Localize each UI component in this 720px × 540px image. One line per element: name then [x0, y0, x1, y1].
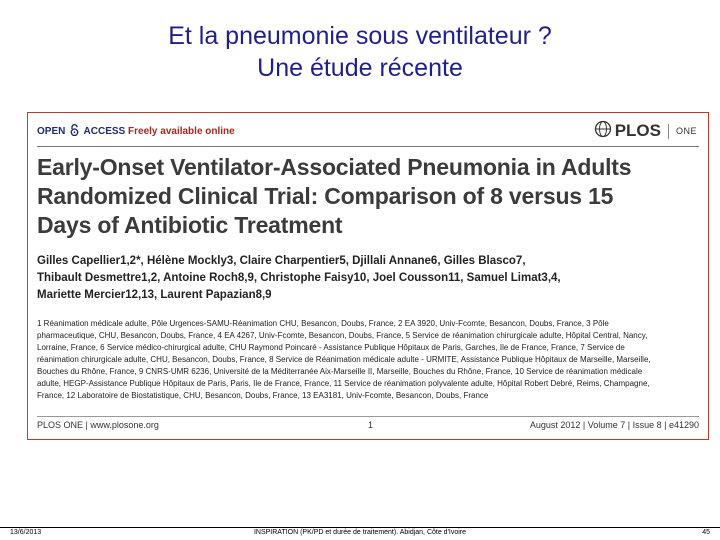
article-footer: [37, 420, 699, 434]
affiliations: [37, 318, 699, 402]
issue-info: August 2012 | Volume 7 | Issue 8 | e41290: [529, 420, 699, 430]
article-screenshot: [27, 112, 709, 440]
article-footer-rule: [37, 416, 699, 417]
article-title-line-3: Days of Antibiotic Treatment: [37, 212, 343, 238]
author-line-2: Thibault Desmettre1,2, Antoine Roch8,9, Christophe Faisy10, Joel Cousson11, Samuel Limat3,4,: [37, 272, 561, 284]
slide-title-line-1: Et la pneumonie sous ventilateur ?: [168, 22, 552, 50]
article-title: [37, 153, 702, 240]
open-access-lock-icon: [70, 124, 79, 139]
affiliation-line-7: France, 12 Laboratoire de Biostatistique, CHU, Besancon, Doubs, France, 13 EA3181, Univ-Fcomte, Besancon, Doubs, France: [37, 391, 489, 400]
affiliation-line-2: pharmaceutique, CHU, Besancon, Doubs, France, 4 EA 4267, Univ-Fcomte, Besancon, Doubs, France, 5 Service de réanimation chirurgicale adulte, Hôpital Central, Nancy,: [37, 331, 648, 340]
slide-footer-text: INSPIRATION (PK/PD et durée de traitement). Abidjan, Côte d'Ivoire: [253, 529, 467, 536]
affiliation-line-3: Lorraine, France, 6 Service médico-chirurgical adulte, CHU Raymond Poincaré - Assistance Publique Hôpitaux de Paris, Garches, Ile de France, France, 7 Service de: [37, 343, 625, 352]
affiliation-line-4: réanimation chirurgicale adulte, CHU, Besancon, Doubs, France, 8 Service de Réanimation médicale adulte - URMITE, Assistance Publique Hôpitaux de Marseille, Marseille,: [37, 355, 651, 364]
slide-title: [0, 20, 720, 84]
badge-open: OPEN: [37, 126, 66, 137]
plos-globe-icon: [594, 120, 612, 143]
article-title-line-1: Early-Onset Ventilator-Associated Pneumonia in Adults: [37, 154, 632, 180]
author-line-1: Gilles Capellier1,2*, Hélène Mockly3, Claire Charpentier5, Djillali Annane6, Gilles Blasco7,: [37, 255, 526, 267]
affiliation-line-1: 1 Réanimation médicale adulte, Pôle Urgences-SAMU-Réanimation CHU, Besancon, Doubs, France, 2 EA 3920, Univ-Fcomte, Besancon, Doubs, France, 3 Pôle: [37, 319, 609, 328]
slide-footer: [0, 529, 720, 540]
article-page-number: 1: [368, 420, 374, 430]
logo-separator: [668, 124, 669, 139]
affiliation-line-5: Bouches du Rhône, France, 9 CNRS-UMR 6236, Université de la Méditerranée Aix-Marseille II, Marseille, Bouches du Rhône, France, 10 Service de réanimation médicale: [37, 367, 643, 376]
slide-number: 45: [702, 529, 710, 536]
author-line-3: Mariette Mercier12,13, Laurent Papazian8,9: [37, 289, 272, 301]
article-header: [37, 121, 697, 143]
affiliation-line-6: adulte, HEGP-Assistance Publique Hôpitaux de Paris, Paris, Ile de France, France, 11 Service de réanimation polyvalente adulte, Hôpital Robert Debré, Reims, Champagne,: [37, 379, 650, 388]
header-rule: [37, 146, 699, 147]
slide-title-line-2: Une étude récente: [257, 54, 463, 82]
author-list: [37, 253, 702, 304]
badge-access: ACCESS: [83, 126, 126, 137]
badge-free: Freely available online: [128, 126, 235, 137]
plos-one-wordmark: ONE: [675, 126, 697, 136]
article-title-line-2: Randomized Clinical Trial: Comparison of 8 versus 15: [37, 183, 614, 209]
plos-one-logo: [594, 121, 697, 141]
open-access-badge: [37, 124, 235, 139]
plos-wordmark: PLOS: [614, 121, 661, 140]
journal-url: PLOS ONE | www.plosone.org: [37, 420, 159, 430]
slide-date: 13/6/2013: [10, 529, 42, 536]
slide-footer-rule: [0, 527, 720, 528]
